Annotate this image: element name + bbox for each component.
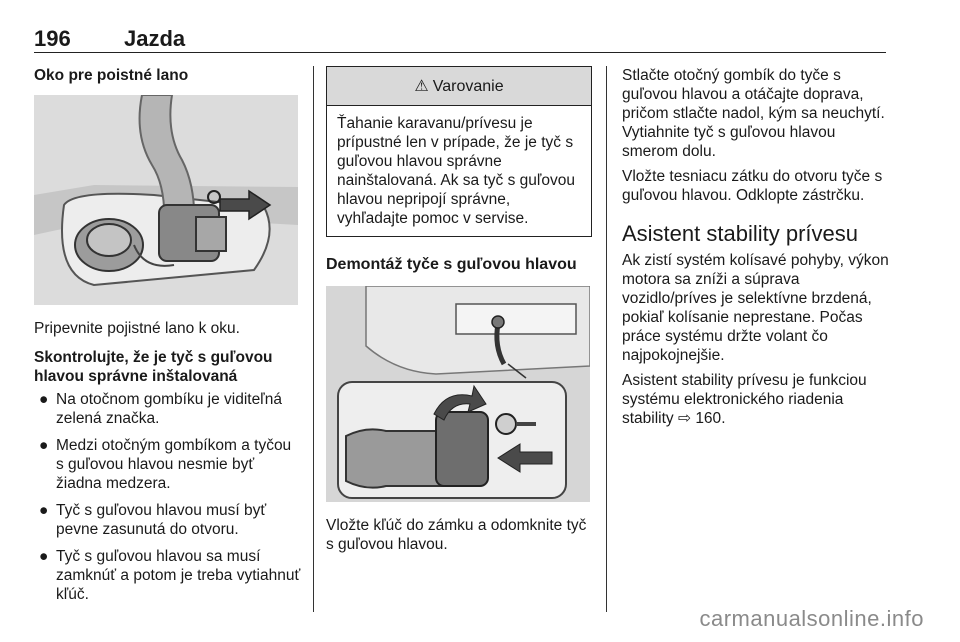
paragraph-stability-description: Ak zistí systém kolísavé pohyby, výkon motora sa zníži a súprava vozidlo/príves je selektívne brzdená, pokiaľ kolísanie neprestane. Počas práce systému držte volant čo najpokojnejšie.	[622, 252, 889, 364]
page-reference-arrow-icon: ⇨	[678, 410, 691, 427]
paragraph-insert-plug: Vložte tesniacu zátku do otvoru tyče s guľovou hlavou. Odklopte zástrčku.	[622, 168, 883, 204]
check-list	[34, 390, 302, 604]
column-3	[622, 66, 894, 428]
column-1	[34, 66, 302, 612]
page-header	[34, 22, 886, 53]
watermark: carmanualsonline.info	[699, 606, 924, 631]
list-item: ● Tyč s guľovou hlavou sa musí zamknúť a potom je treba vytiahnuť kľúč.	[39, 548, 301, 603]
list-item: ● Na otočnom gombíku je viditeľná zelená značka.	[39, 391, 282, 427]
bullet-icon: ●	[39, 502, 49, 519]
warning-text: Ťahanie karavanu/prívesu je prípustné len v prípade, že je tyč s guľovou hlavou správne nainštalovaná. Ak sa tyč s guľovou hlavou nepripojí správne, vyhľadajte pomoc v servise.	[337, 115, 576, 227]
column-2	[326, 66, 592, 554]
warning-triangle-icon: ⚠	[414, 77, 429, 95]
chapter-title: Jazda	[124, 26, 186, 51]
safety-eye-illustration	[34, 95, 298, 305]
paragraph-press-knob: Stlačte otočný gombík do tyče s guľovou hlavou a otáčajte doprava, pričom stlačte nadol, kým sa neuchytí. Vytiahnite tyč s guľovou hlavou smerom dolu.	[622, 67, 885, 160]
section-title-safety-eye: Oko pre poistné lano	[34, 67, 189, 84]
column-divider-2	[606, 66, 607, 612]
warning-box	[326, 66, 592, 237]
bullet-icon: ●	[39, 548, 49, 565]
caption-attach-rope: Pripevnite pojistné lano k oku.	[34, 320, 240, 337]
page-reference-link[interactable]: 160	[695, 410, 722, 427]
column-divider-1	[313, 66, 314, 612]
warning-title: Varovanie	[432, 77, 504, 95]
section-title-check: Skontrolujte, že je tyč s guľovou hlavou správne inštalovaná	[34, 349, 273, 385]
section-title-removal: Demontáž tyče s guľovou hlavou	[326, 256, 577, 273]
bullet-icon: ●	[39, 437, 49, 454]
list-item: ● Medzi otočným gombíkom a tyčou s guľovou hlavou nesmie byť žiadna medzera.	[39, 437, 292, 492]
caption-insert-key: Vložte kľúč do zámku a odomknite tyč s guľovou hlavou.	[326, 517, 587, 553]
section-title-trailer-stability: Asistent stability prívesu	[622, 221, 858, 246]
warning-header	[327, 67, 591, 106]
bullet-icon: ●	[39, 391, 49, 408]
page-number: 196	[34, 26, 71, 51]
key-unlock-illustration	[326, 286, 590, 502]
list-item: ● Tyč s guľovou hlavou musí byť pevne zasunutá do otvoru.	[39, 502, 267, 538]
paragraph-stability-reference: Asistent stability prívesu je funkciou systému elektronického riadenia stability ⇨ 160.	[622, 372, 867, 427]
